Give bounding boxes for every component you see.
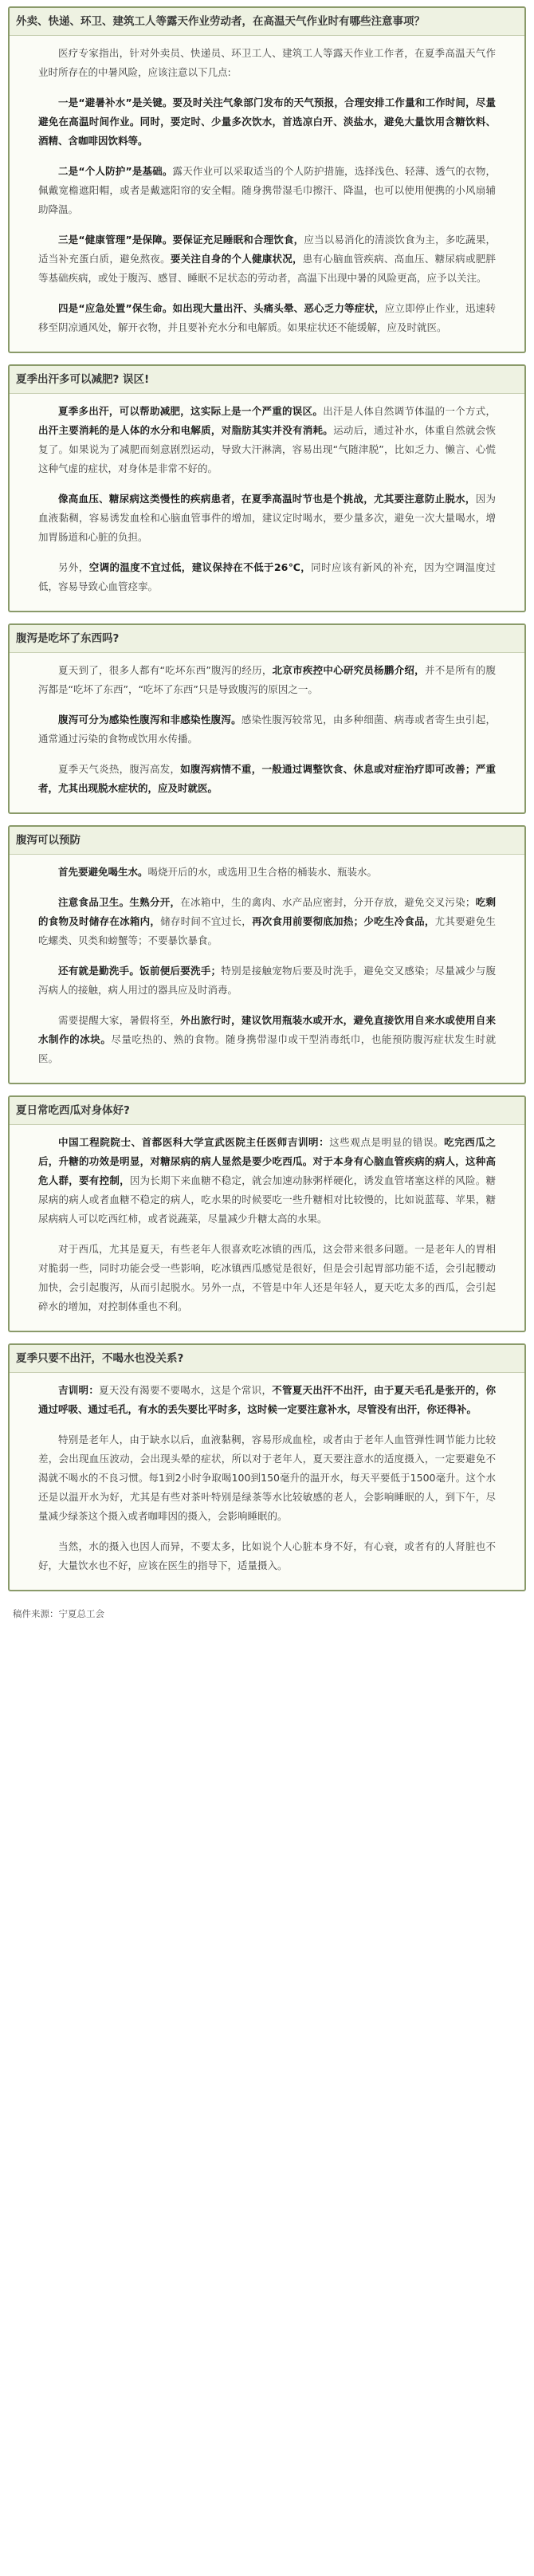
section-title: 腹泻是吃坏了东西吗? xyxy=(10,625,524,653)
emphasis-text: 中国工程院院士、首都医科大学宣武医院主任医师吉训明： xyxy=(58,1136,330,1148)
emphasis-text: 再次食用前要彻底加热；少吃生冷食品， xyxy=(251,915,435,927)
body-text: 应立即停止作业，迅速转移至阴凉通风处，解开衣物，并且要补充水分和电解质。如果症状还不能缓解，应及时就医。 xyxy=(38,302,496,333)
section-title: 夏季出汗多可以减肥? 误区! xyxy=(10,366,524,394)
emphasis-text: 吉训明： xyxy=(58,1384,100,1396)
body-text: 夏天到了，很多人都有“吃坏东西”腹泻的经历， xyxy=(58,664,273,676)
emphasis-text: 外出旅行时，建议饮用瓶装水或开水，避免直接饮用自来水或使用自来水制作的冰块。 xyxy=(38,1014,496,1045)
body-text: 储存时间不宜过长， xyxy=(160,915,252,927)
body-text: 并不是所有的腹泻都是“吃坏了东西”，“吃坏了东西”只是导致腹泻的原因之一。 xyxy=(38,664,496,695)
paragraph xyxy=(38,1381,496,1419)
body-text: 对于西瓜，尤其是夏天，有些老年人很喜欢吃冰镇的西瓜，这会带来很多问题。一是老年人的胃相对脆弱一些，同时功能会受一些影响，吃冰镇西瓜感觉是很好，但是会引起胃部功能不适，会引起腰动加快，会引起腹泻，从而引起脱水。另外一点，不管是中年人还是年轻人，夏天吃太多的西瓜，会引起碎水的增加，对控制体重也不利。 xyxy=(38,1243,496,1312)
article-section xyxy=(8,6,526,353)
body-text: 在冰箱中，生的禽肉、水产品应密封，分开存放，避免交叉污染； xyxy=(180,896,476,908)
emphasis-text: 如腹泻病情不重，一般通过调整饮食、休息或对症治疗即可改善；严重者，尤其出现脱水症状的，应及时就医。 xyxy=(38,763,496,794)
section-body xyxy=(10,855,524,1083)
body-text: 特别是老年人，由于缺水以后，血液黏稠，容易形成血栓，或者由于老年人血管弹性调节能力比较差，会出现血压波动，会出现头晕的症状，所以对于老年人，夏天要注意水的适度摄入，一定要避免不渴就不喝水的不良习惯。每1到2小时争取喝100到150毫升的温开水，每天平要低于1500毫升。这个水还是以温开水为好，尤其是有些对茶叶特别是绿茶等水比较敏感的老人，会影响睡眠的人，到下午，尽量减少绿茶这个摄入或者咖啡因的摄入，会影响睡眠的。 xyxy=(38,1434,496,1522)
section-title: 夏季只要不出汗，不喝水也没关系? xyxy=(10,1345,524,1373)
article-section xyxy=(8,1095,526,1332)
emphasis-text: 吃剩的食物及时储存在冰箱内， xyxy=(38,896,496,927)
body-text: 应当以易消化的清淡饮食为主，多吃蔬果，适当补充蛋白质，避免熬夜。 xyxy=(38,234,496,265)
emphasis-text: 注意食品卫生。生熟分开， xyxy=(58,896,181,908)
body-text: 出汗是人体自然调节体温的一个方式， xyxy=(323,405,496,417)
body-text: 同时应该有新风的补充，因为空调温度过低，容易导致心血管痉挛。 xyxy=(38,561,496,592)
emphasis-text: 还有就是勤洗手。饭前便后要洗手； xyxy=(58,965,222,977)
emphasis-text: 要关注自身的个人健康状况， xyxy=(170,253,303,265)
paragraph xyxy=(38,230,496,288)
body-text: 喝烧开后的水，或选用卫生合格的桶装水、瓶装水。 xyxy=(147,866,378,878)
paragraph xyxy=(38,93,496,151)
emphasis-text: 腹泻可分为感染性腹泻和非感染性腹泻。 xyxy=(58,714,241,726)
paragraph xyxy=(38,1011,496,1068)
paragraph xyxy=(38,402,496,478)
section-body xyxy=(10,1373,524,1590)
body-text: 运动后，通过补水，体重自然就会恢复了。如果说为了减肥而刻意剧烈运动，导致大汗淋漓，容易出现“气随津脱”，比如乏力、懒言、心慌这种气虚的症状，对身体是非常不好的。 xyxy=(38,424,496,474)
emphasis-text: 二是“个人防护”是基础。 xyxy=(58,165,173,177)
emphasis-text: 首先要避免喝生水。 xyxy=(58,866,148,878)
section-title: 夏日常吃西瓜对身体好? xyxy=(10,1097,524,1125)
emphasis-text: 空调的温度不宜过低，建议保持在不低于26℃， xyxy=(88,561,312,573)
emphasis-text: 出汗主要消耗的是人体的水分和电解质，对脂肪其实并没有消耗。 xyxy=(38,424,334,436)
paragraph xyxy=(38,558,496,596)
emphasis-text: 三是“健康管理”是保障。要保证充足睡眠和合理饮食， xyxy=(58,234,304,246)
section-title: 腹泻可以预防 xyxy=(10,827,524,855)
emphasis-text: 四是“应急处置”保生命。如出现大量出汗、头痛头晕、恶心乏力等症状， xyxy=(58,302,385,314)
section-body xyxy=(10,36,524,352)
article-section xyxy=(8,623,526,814)
paragraph xyxy=(38,162,496,219)
source-note: 稿件来源：宁夏总工会 xyxy=(13,1608,104,1619)
section-body xyxy=(10,653,524,812)
emphasis-text: 夏季多出汗，可以帮助减肥，这实际上是一个严重的误区。 xyxy=(58,405,324,417)
paragraph xyxy=(38,1430,496,1526)
paragraph xyxy=(38,760,496,798)
paragraph xyxy=(38,299,496,337)
body-text: 夏季天气炎热，腹泻高发， xyxy=(58,763,181,775)
body-text: 感染性腹泻较常见，由多种细菌、病毒或者寄生虫引起，通常通过污染的食物或饮用水传播。 xyxy=(38,714,496,745)
body-text: 因为血液黏稠，容易诱发血栓和心脑血管事件的增加，建议定时喝水，要少量多次，避免一次大量喝水，增加胃肠道和心脏的负担。 xyxy=(38,493,496,543)
emphasis-text: 吃完西瓜之后，升糖的功效是明显，对糖尿病的病人显然是要少吃西瓜。对于本身有心脑血管疾病的病人，这种高危人群，要有控制， xyxy=(38,1136,496,1186)
section-body xyxy=(10,1125,524,1331)
body-text: 当然，水的摄入也因人而异，不要太多，比如说个人心脏本身不好，有心衰，或者有的人肾脏也不好，大量饮水也不好，应该在医生的指导下，适量摄入。 xyxy=(38,1540,496,1571)
article-section xyxy=(8,825,526,1084)
emphasis-text: 一是“避暑补水”是关键。要及时关注气象部门发布的天气预报，合理安排工作量和工作时间，尽量避免在高温时间作业。同时，要定时、少量多次饮水，首选凉白开、淡盐水，避免大量饮用含糖饮料、酒精、含咖啡因饮料等。 xyxy=(38,96,496,147)
paragraph xyxy=(38,1537,496,1575)
emphasis-text: 不管夏天出汗不出汗，由于夏天毛孔是张开的，你通过呼吸、通过毛孔，有水的丢失要比平时多，这时候一定要注意补水，尽管没有出汗，你还得补。 xyxy=(38,1384,496,1415)
body-text: 尤其要避免生吃螺类、贝类和螃蟹等；不要暴饮暴食。 xyxy=(38,915,496,946)
article xyxy=(8,6,526,1591)
paragraph xyxy=(38,1133,496,1229)
emphasis-text: 像高血压、糖尿病这类慢性的疾病患者，在夏季高温时节也是个挑战，尤其要注意防止脱水， xyxy=(58,493,476,505)
article-section xyxy=(8,364,526,612)
article-section xyxy=(8,1343,526,1591)
section-body xyxy=(10,394,524,611)
body-text: 另外， xyxy=(58,561,89,573)
paragraph xyxy=(38,44,496,82)
body-text: 夏天没有渴要不要喝水，这是个常识， xyxy=(99,1384,273,1396)
body-text: 尽量吃热的、熟的食物。随身携带湿巾或干型消毒纸巾，也能预防腹泻症状发生时就医。 xyxy=(38,1033,496,1064)
section-title: 外卖、快递、环卫、建筑工人等露天作业劳动者，在高温天气作业时有哪些注意事项？ xyxy=(10,8,524,36)
body-text: 医疗专家指出，针对外卖员、快递员、环卫工人、建筑工人等露天作业工作者，在夏季高温天气作业时所存在的中暑风险，应该注意以下几点: xyxy=(38,47,496,78)
body-text: 这些观点是明显的错误。 xyxy=(329,1136,445,1148)
paragraph xyxy=(38,1240,496,1316)
body-text: 因为长期下来血糖不稳定，就会加速动脉粥样硬化，诱发血管堵塞这样的风险。糖尿病的病人或者血糖不稳定的病人，吃水果的时候要吃一些升糖相对比较慢的，比如说蓝莓、苹果，糖尿病病人可以吃西红柿，或者说蔬菜，尽量减少升糖太高的水果。 xyxy=(38,1174,496,1225)
paragraph xyxy=(38,661,496,699)
body-text: 患有心脑血管疾病、高血压、糖尿病或肥胖等基础疾病，或处于腹泻、感冒、睡眠不足状态的劳动者，高温下出现中暑的风险更高，应予以关注。 xyxy=(38,253,496,284)
paragraph xyxy=(38,962,496,1000)
paragraph xyxy=(38,863,496,882)
body-text: 需要提醒大家，暑假将至， xyxy=(58,1014,181,1026)
paragraph xyxy=(38,893,496,950)
emphasis-text: 北京市疾控中心研究员杨鹏介绍， xyxy=(272,664,425,676)
paragraph xyxy=(38,490,496,547)
paragraph xyxy=(38,710,496,749)
body-text: 特别是接触宠物后要及时洗手，避免交叉感染；尽量减少与腹泻病人的接触，病人用过的器具应及时消毒。 xyxy=(38,965,496,996)
body-text: 露天作业可以采取适当的个人防护措施，选择浅色、轻薄、透气的衣物，佩戴宽檐遮阳帽，或者是戴遮阳帘的安全帽。随身携带湿毛巾擦汗、降温，也可以使用便携的小风扇辅助降温。 xyxy=(38,165,496,215)
